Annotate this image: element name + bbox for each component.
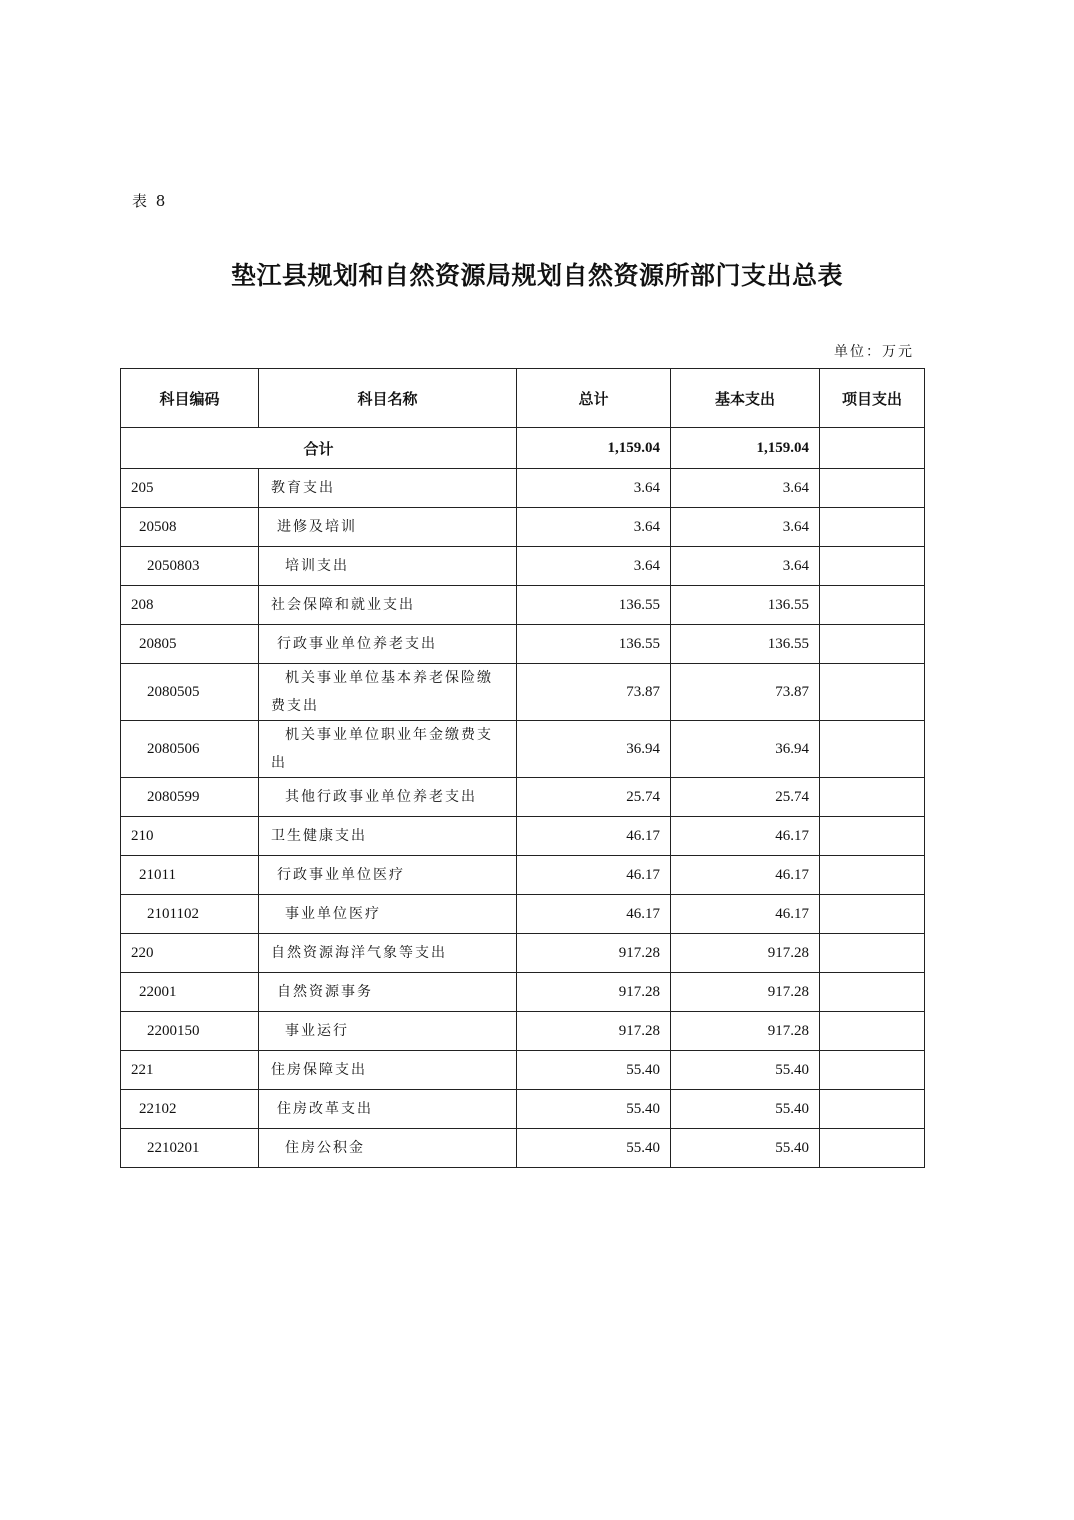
row-total: 46.17 [517, 817, 671, 856]
row-code: 2210201 [121, 1129, 259, 1168]
row-basic: 55.40 [671, 1129, 820, 1168]
page-title: 垫江县规划和自然资源局规划自然资源所部门支出总表 [230, 261, 843, 290]
row-project [820, 586, 925, 625]
row-code: 21011 [121, 856, 259, 895]
row-total: 36.94 [517, 721, 671, 778]
row-total: 25.74 [517, 778, 671, 817]
row-project [820, 664, 925, 721]
row-basic: 917.28 [671, 973, 820, 1012]
row-name: 社会保障和就业支出 [259, 586, 517, 625]
row-code: 208 [121, 586, 259, 625]
summary-project [820, 428, 925, 469]
unit-label: 单位：万元 [834, 344, 914, 360]
row-project [820, 895, 925, 934]
row-total: 55.40 [517, 1090, 671, 1129]
table-row [121, 1090, 925, 1129]
row-project [820, 469, 925, 508]
row-total: 136.55 [517, 625, 671, 664]
row-total: 46.17 [517, 895, 671, 934]
row-project [820, 934, 925, 973]
row-code: 20508 [121, 508, 259, 547]
row-total: 917.28 [517, 973, 671, 1012]
row-name: 住房保障支出 [259, 1051, 517, 1090]
row-code: 20805 [121, 625, 259, 664]
row-basic: 46.17 [671, 856, 820, 895]
row-code: 2200150 [121, 1012, 259, 1051]
row-project [820, 508, 925, 547]
table-row [121, 778, 925, 817]
row-project [820, 856, 925, 895]
table-row [121, 508, 925, 547]
table-row [121, 625, 925, 664]
row-basic: 3.64 [671, 547, 820, 586]
row-project [820, 817, 925, 856]
row-basic: 917.28 [671, 1012, 820, 1051]
row-basic: 136.55 [671, 625, 820, 664]
header-basic: 基本支出 [671, 369, 820, 428]
row-project [820, 1012, 925, 1051]
row-basic: 46.17 [671, 895, 820, 934]
row-total: 3.64 [517, 508, 671, 547]
row-name: 行政事业单位医疗 [259, 856, 517, 895]
row-code: 2050803 [121, 547, 259, 586]
row-name: 自然资源海洋气象等支出 [259, 934, 517, 973]
row-project [820, 1051, 925, 1090]
header-total: 总计 [517, 369, 671, 428]
row-name: 自然资源事务 [259, 973, 517, 1012]
summary-row [121, 428, 925, 469]
row-project [820, 778, 925, 817]
header-code: 科目编码 [121, 369, 259, 428]
table-row [121, 547, 925, 586]
row-code: 2101102 [121, 895, 259, 934]
row-name: 机关事业单位基本养老保险缴费支出 [259, 664, 517, 721]
row-code: 22001 [121, 973, 259, 1012]
summary-basic: 1,159.04 [671, 428, 820, 469]
row-code: 2080506 [121, 721, 259, 778]
summary-label: 合计 [121, 428, 517, 469]
table-row [121, 586, 925, 625]
row-project [820, 547, 925, 586]
row-total: 3.64 [517, 469, 671, 508]
row-project [820, 1090, 925, 1129]
row-basic: 46.17 [671, 817, 820, 856]
row-total: 136.55 [517, 586, 671, 625]
row-code: 210 [121, 817, 259, 856]
table-row [121, 973, 925, 1012]
row-basic: 55.40 [671, 1051, 820, 1090]
row-name: 住房公积金 [259, 1129, 517, 1168]
row-name: 事业运行 [259, 1012, 517, 1051]
row-total: 55.40 [517, 1129, 671, 1168]
row-project [820, 625, 925, 664]
row-total: 917.28 [517, 1012, 671, 1051]
row-basic: 36.94 [671, 721, 820, 778]
row-basic: 55.40 [671, 1090, 820, 1129]
table-row [121, 1129, 925, 1168]
row-name: 其他行政事业单位养老支出 [259, 778, 517, 817]
table-row [121, 856, 925, 895]
row-project [820, 721, 925, 778]
header-name: 科目名称 [259, 369, 517, 428]
table-label: 表 8 [132, 192, 168, 210]
row-name: 培训支出 [259, 547, 517, 586]
row-total: 55.40 [517, 1051, 671, 1090]
table-row [121, 817, 925, 856]
row-code: 22102 [121, 1090, 259, 1129]
table-row [121, 934, 925, 973]
table-row [121, 895, 925, 934]
row-basic: 3.64 [671, 469, 820, 508]
row-name: 行政事业单位养老支出 [259, 625, 517, 664]
row-name: 进修及培训 [259, 508, 517, 547]
table-row [121, 1051, 925, 1090]
table-row [121, 721, 925, 778]
header-project: 项目支出 [820, 369, 925, 428]
row-total: 3.64 [517, 547, 671, 586]
row-name: 事业单位医疗 [259, 895, 517, 934]
row-total: 917.28 [517, 934, 671, 973]
row-name: 教育支出 [259, 469, 517, 508]
row-code: 205 [121, 469, 259, 508]
row-code: 2080505 [121, 664, 259, 721]
row-name: 住房改革支出 [259, 1090, 517, 1129]
expenditure-table [120, 368, 925, 1168]
row-basic: 136.55 [671, 586, 820, 625]
table-row [121, 1012, 925, 1051]
row-name: 机关事业单位职业年金缴费支出 [259, 721, 517, 778]
row-code: 2080599 [121, 778, 259, 817]
table-row [121, 469, 925, 508]
row-basic: 3.64 [671, 508, 820, 547]
row-total: 46.17 [517, 856, 671, 895]
row-basic: 73.87 [671, 664, 820, 721]
table-row [121, 664, 925, 721]
row-project [820, 973, 925, 1012]
row-basic: 917.28 [671, 934, 820, 973]
row-name: 卫生健康支出 [259, 817, 517, 856]
row-project [820, 1129, 925, 1168]
summary-total: 1,159.04 [517, 428, 671, 469]
row-code: 221 [121, 1051, 259, 1090]
row-basic: 25.74 [671, 778, 820, 817]
row-total: 73.87 [517, 664, 671, 721]
row-code: 220 [121, 934, 259, 973]
